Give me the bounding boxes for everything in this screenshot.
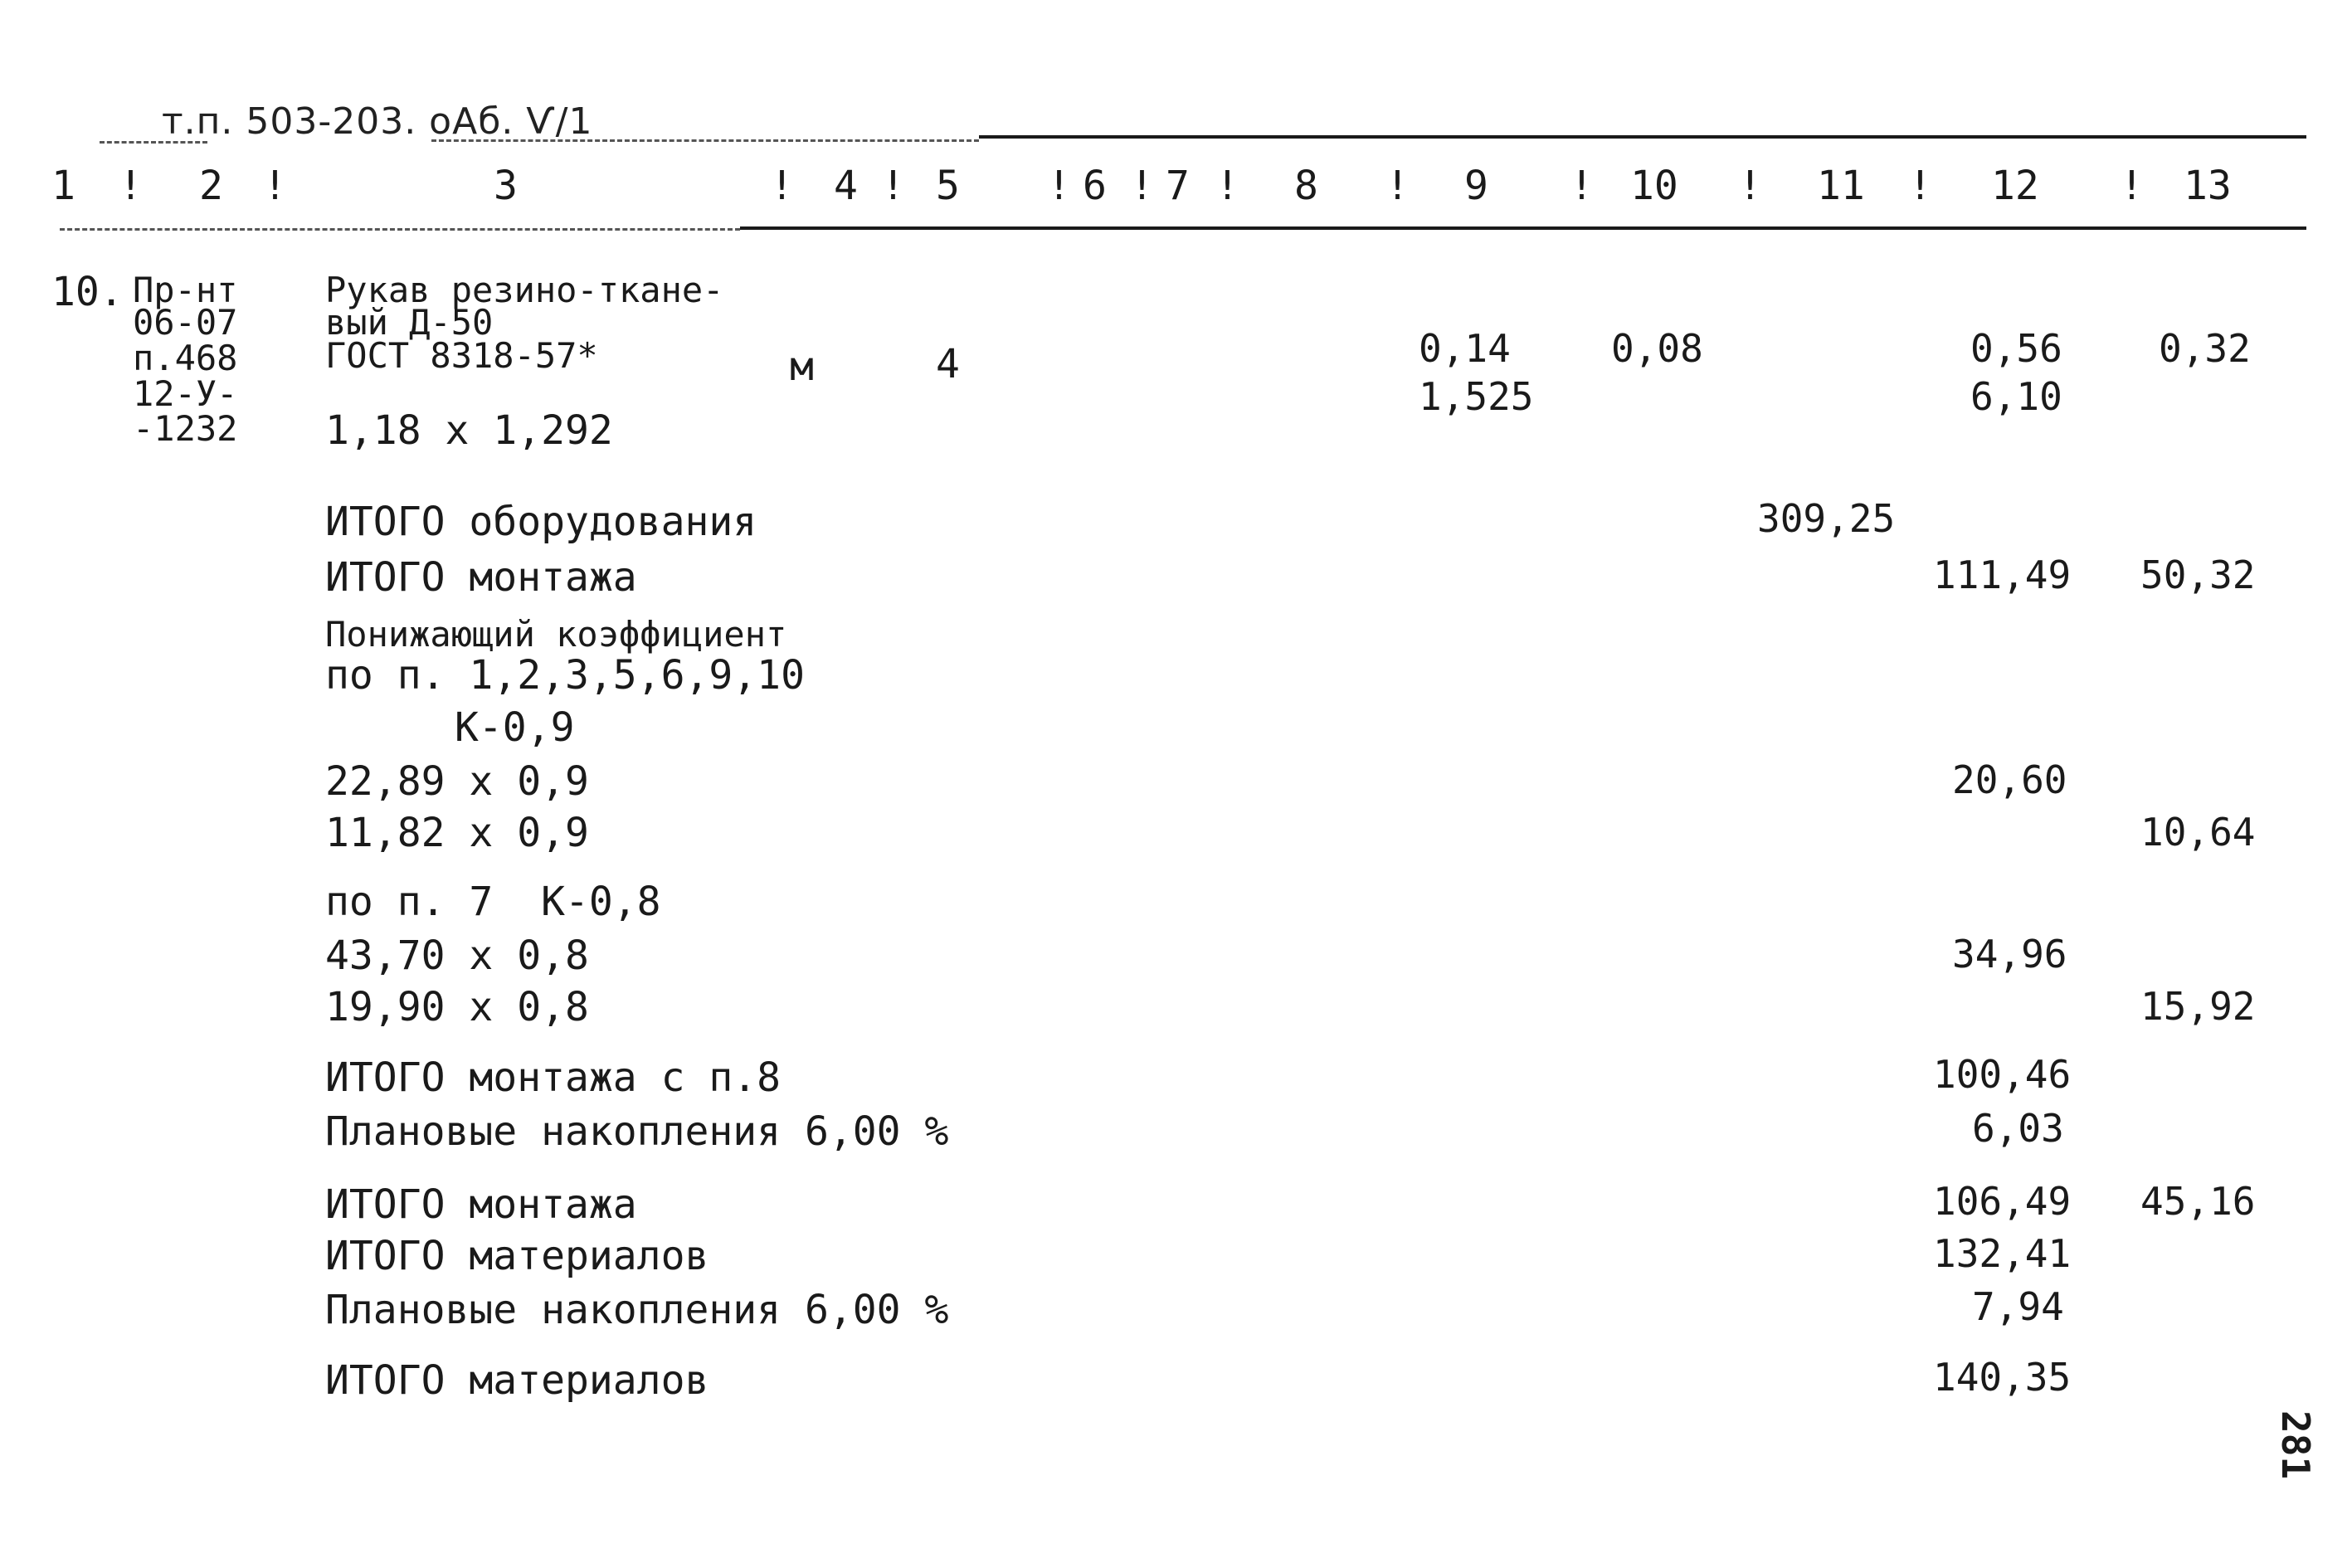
coefficient-items: по п. 1,2,3,5,6,9,10 <box>325 652 805 699</box>
calc-line-4-result: 15,92 <box>2140 984 2256 1029</box>
row-formula: 1,18 х 1,292 <box>325 407 613 454</box>
col-num-1: 1 <box>51 163 75 209</box>
row-col12-bottom: 6,10 <box>1970 374 2062 419</box>
col-sep: ! <box>1130 163 1154 209</box>
row-unit: м <box>790 343 814 390</box>
header-bottom-rule <box>740 226 2306 230</box>
calc-line-1-result: 20,60 <box>1952 757 2067 802</box>
mounting-total-col13: 50,32 <box>2140 553 2256 597</box>
calc-line-3-result: 34,96 <box>1952 932 2067 976</box>
col-num-10: 10 <box>1630 163 1678 209</box>
col-sep: ! <box>2120 163 2144 209</box>
reference-underline-mid <box>431 139 979 142</box>
equipment-total-value: 309,25 <box>1757 496 1896 541</box>
col-sep: ! <box>263 163 287 209</box>
row-col10: 0,08 <box>1611 326 1703 371</box>
row-col13: 0,32 <box>2159 326 2251 371</box>
col-sep: ! <box>1047 163 1071 209</box>
calc-line-1: 22,89 х 0,9 <box>325 758 589 805</box>
col-num-2: 2 <box>199 163 223 209</box>
col-sep: ! <box>1908 163 1932 209</box>
col-num-13: 13 <box>2184 163 2232 209</box>
row-col9-top: 0,14 <box>1419 326 1511 371</box>
col-num-6: 6 <box>1083 163 1107 209</box>
reference-underline-left <box>100 141 207 144</box>
materials-final-value: 140,35 <box>1933 1355 2072 1400</box>
col-num-5: 5 <box>936 163 960 209</box>
col-sep: ! <box>770 163 794 209</box>
page-number: 281 <box>2273 1410 2318 1480</box>
calc-line-2-result: 10,64 <box>2140 810 2256 855</box>
coefficient-k09: К-0,9 <box>455 704 575 751</box>
col-sep: ! <box>1215 163 1239 209</box>
coefficient-p7: по п. 7 К-0,8 <box>325 879 661 925</box>
row-number: 10. <box>51 269 124 315</box>
materials-final-label: ИТОГО материалов <box>325 1357 709 1404</box>
header-bottom-rule-dashed <box>60 228 740 231</box>
col-num-12: 12 <box>1991 163 2039 209</box>
planned-savings-2-value: 7,94 <box>1972 1284 2064 1329</box>
col-sep: ! <box>119 163 143 209</box>
materials-total-value: 132,41 <box>1933 1231 2072 1276</box>
header-top-rule <box>979 135 2306 139</box>
calc-line-3: 43,70 х 0,8 <box>325 933 589 979</box>
col-num-11: 11 <box>1817 163 1865 209</box>
mounting-p8-value: 100,46 <box>1933 1052 2072 1097</box>
mounting-final-col12: 106,49 <box>1933 1179 2072 1224</box>
mounting-final-label: ИТОГО монтажа <box>325 1181 637 1228</box>
mounting-total-col12: 111,49 <box>1933 553 2072 597</box>
row-col9-bottom: 1,525 <box>1419 374 1534 419</box>
col-sep: ! <box>1385 163 1410 209</box>
row-quantity: 4 <box>936 341 960 387</box>
planned-savings-2-label: Плановые накопления 6,00 % <box>325 1287 949 1333</box>
col-num-4: 4 <box>834 163 858 209</box>
planned-savings-1-label: Плановые накопления 6,00 % <box>325 1108 949 1155</box>
col-num-8: 8 <box>1294 163 1318 209</box>
materials-total-label: ИТОГО материалов <box>325 1233 709 1279</box>
equipment-total-label: ИТОГО оборудования <box>325 499 757 545</box>
coefficient-heading: Понижающий коэффициент <box>325 614 787 655</box>
mounting-p8-label: ИТОГО монтажа с п.8 <box>325 1054 782 1101</box>
col-sep: ! <box>1738 163 1762 209</box>
col-num-9: 9 <box>1464 163 1488 209</box>
calc-line-2: 11,82 х 0,9 <box>325 810 589 856</box>
col-sep: ! <box>1570 163 1594 209</box>
planned-savings-1-value: 6,03 <box>1972 1106 2064 1151</box>
col-num-3: 3 <box>494 163 518 209</box>
calc-line-4: 19,90 х 0,8 <box>325 984 589 1030</box>
row-col12-top: 0,56 <box>1970 326 2062 371</box>
mounting-final-col13: 45,16 <box>2140 1179 2256 1224</box>
mounting-total-label: ИТОГО монтажа <box>325 554 637 601</box>
document-reference: т.п. 503-203. оАб. Ѵ/1 <box>162 100 593 143</box>
col-sep: ! <box>881 163 905 209</box>
col-num-7: 7 <box>1166 163 1190 209</box>
